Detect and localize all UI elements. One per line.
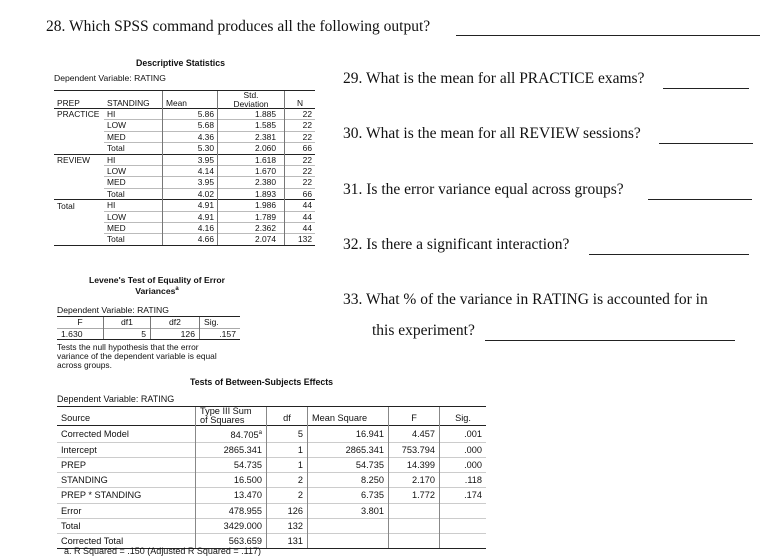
descriptive-sd-cell: 2.362: [218, 223, 285, 234]
between-ss-cell: 84.705$^a$: [196, 426, 267, 443]
descriptive-mean-cell: 4.66: [163, 234, 218, 245]
descriptive-standing-cell: HI: [104, 109, 163, 120]
descriptive-n-cell: 22: [285, 177, 316, 188]
answer-line-33[interactable]: [485, 340, 735, 341]
between-header-df: df: [267, 407, 308, 426]
between-f-cell: 2.170: [389, 473, 440, 488]
descriptive-n-cell: 132: [285, 234, 316, 245]
descriptive-prep-cell: [54, 211, 104, 222]
between-sig-cell: .001: [440, 426, 487, 443]
descriptive-mean-cell: 5.86: [163, 109, 218, 120]
between-ss-cell: 16.500: [196, 473, 267, 488]
descriptive-standing-cell: LOW: [104, 166, 163, 177]
descriptive-standing-cell: MED: [104, 177, 163, 188]
between-ms-cell: 8.250: [308, 473, 389, 488]
descriptive-prep-cell: [54, 120, 104, 131]
between-row: [57, 518, 486, 533]
between-sig-cell: [440, 518, 487, 533]
header-std-deviation: Std. Deviation: [218, 91, 285, 109]
levene-header-df1: df1: [104, 317, 151, 329]
descriptive-sd-cell: 1.789: [218, 211, 285, 222]
descriptive-n-cell: 22: [285, 154, 316, 165]
answer-line-29[interactable]: [663, 88, 749, 89]
descriptive-row: [54, 223, 315, 234]
between-row: [57, 458, 486, 473]
descriptive-title: Descriptive Statistics: [136, 58, 225, 68]
between-row: [57, 488, 486, 503]
descriptive-standing-cell: Total: [104, 234, 163, 245]
levene-header-sig: Sig.: [200, 317, 241, 329]
between-header-sig: Sig.: [440, 407, 487, 426]
between-source-cell: Corrected Total: [57, 533, 196, 548]
descriptive-n-cell: 66: [285, 188, 316, 199]
descriptive-mean-cell: 4.91: [163, 200, 218, 211]
descriptive-standing-cell: Total: [104, 143, 163, 154]
between-header-ms: Mean Square: [308, 407, 389, 426]
between-source-cell: Error: [57, 503, 196, 518]
descriptive-row: [54, 234, 315, 245]
between-table: [57, 406, 486, 549]
question-28: 28. Which SPSS command produces all the following output?: [46, 18, 431, 35]
descriptive-sd-cell: 2.060: [218, 143, 285, 154]
descriptive-n-cell: 22: [285, 166, 316, 177]
descriptive-sd-cell: 1.585: [218, 120, 285, 131]
between-f-cell: [389, 518, 440, 533]
descriptive-sd-cell: 1.618: [218, 154, 285, 165]
descriptive-mean-cell: 4.91: [163, 211, 218, 222]
descriptive-standing-cell: HI: [104, 154, 163, 165]
descriptive-n-cell: 44: [285, 200, 316, 211]
between-sig-cell: .174: [440, 488, 487, 503]
between-ms-cell: [308, 518, 389, 533]
between-source-cell: Corrected Model: [57, 426, 196, 443]
descriptive-sd-cell: 2.380: [218, 177, 285, 188]
descriptive-table: [54, 90, 315, 246]
descriptive-row: [54, 120, 315, 131]
question-30: 30. What is the mean for all REVIEW sessions?: [343, 125, 641, 142]
between-source-cell: Intercept: [57, 443, 196, 458]
between-row: [57, 473, 486, 488]
between-ss-cell: 3429.000: [196, 518, 267, 533]
descriptive-mean-cell: 3.95: [163, 154, 218, 165]
between-sig-cell: .000: [440, 458, 487, 473]
question-31: 31. Is the error variance equal across groups?: [343, 181, 624, 198]
levene-title: Levene's Test of Equality of Error Variances$^a$: [88, 275, 226, 296]
descriptive-row: [54, 200, 315, 211]
levene-note: Tests the null hypothesis that the error variance of the dependent variable is equal across groups.: [57, 342, 217, 370]
between-ss-cell: 54.735: [196, 458, 267, 473]
descriptive-row: [54, 154, 315, 165]
descriptive-mean-cell: 3.95: [163, 177, 218, 188]
between-ms-cell: 3.801: [308, 503, 389, 518]
question-33: 33. What % of the variance in RATING is accounted for in: [343, 291, 708, 308]
between-ss-cell: 2865.341: [196, 443, 267, 458]
descriptive-sd-cell: 1.885: [218, 109, 285, 120]
question-29: 29. What is the mean for all PRACTICE exams?: [343, 70, 645, 87]
descriptive-standing-cell: MED: [104, 223, 163, 234]
between-header-f: F: [389, 407, 440, 426]
descriptive-prep-cell: [54, 131, 104, 142]
descriptive-standing-cell: Total: [104, 188, 163, 199]
descriptive-sd-cell: 1.670: [218, 166, 285, 177]
descriptive-standing-cell: LOW: [104, 211, 163, 222]
header-prep: PREP: [54, 91, 104, 109]
levene-table: [57, 316, 240, 340]
between-header-source: Source: [57, 407, 196, 426]
between-f-cell: [389, 533, 440, 548]
between-ss-cell: 563.659: [196, 533, 267, 548]
between-df-cell: 2: [267, 473, 308, 488]
levene-header-f: F: [57, 317, 104, 329]
between-ms-cell: 16.941: [308, 426, 389, 443]
header-n: N: [285, 91, 316, 109]
between-ms-cell: 2865.341: [308, 443, 389, 458]
between-df-cell: 5: [267, 426, 308, 443]
descriptive-standing-cell: MED: [104, 131, 163, 142]
between-source-cell: Total: [57, 518, 196, 533]
descriptive-prep-cell: [54, 223, 104, 234]
descriptive-prep-cell: [54, 234, 104, 245]
between-ss-cell: 478.955: [196, 503, 267, 518]
descriptive-dv-label: Dependent Variable: RATING: [54, 73, 166, 83]
between-df-cell: 1: [267, 443, 308, 458]
between-ms-cell: 54.735: [308, 458, 389, 473]
between-f-cell: 4.457: [389, 426, 440, 443]
between-title: Tests of Between-Subjects Effects: [190, 377, 334, 387]
descriptive-n-cell: 66: [285, 143, 316, 154]
between-f-cell: [389, 503, 440, 518]
between-f-cell: 1.772: [389, 488, 440, 503]
descriptive-mean-cell: 4.36: [163, 131, 218, 142]
descriptive-row: [54, 177, 315, 188]
descriptive-row: [54, 166, 315, 177]
between-sig-cell: [440, 533, 487, 548]
between-source-cell: PREP * STANDING: [57, 488, 196, 503]
levene-dv-label: Dependent Variable: RATING: [57, 305, 169, 315]
descriptive-n-cell: 22: [285, 120, 316, 131]
descriptive-prep-cell: [54, 177, 104, 188]
descriptive-n-cell: 44: [285, 211, 316, 222]
between-sig-cell: [440, 503, 487, 518]
descriptive-sd-cell: 1.893: [218, 188, 285, 199]
descriptive-mean-cell: 4.02: [163, 188, 218, 199]
answer-line-31[interactable]: [648, 199, 752, 200]
descriptive-prep-cell: Total: [54, 200, 104, 211]
descriptive-row: [54, 131, 315, 142]
between-f-cell: 14.399: [389, 458, 440, 473]
answer-line-32[interactable]: [589, 254, 749, 255]
descriptive-prep-cell: PRACTICE: [54, 109, 104, 120]
between-sig-cell: .000: [440, 443, 487, 458]
between-f-cell: 753.794: [389, 443, 440, 458]
question-33-continued: this experiment?: [372, 322, 475, 339]
levene-sig-value: .157: [200, 328, 241, 340]
between-row: [57, 426, 486, 443]
descriptive-mean-cell: 4.14: [163, 166, 218, 177]
levene-f-value: 1.630: [57, 328, 104, 340]
header-mean: Mean: [163, 91, 218, 109]
levene-df1-value: 5: [104, 328, 151, 340]
descriptive-sd-cell: 2.074: [218, 234, 285, 245]
descriptive-n-cell: 22: [285, 131, 316, 142]
between-row: [57, 443, 486, 458]
descriptive-n-cell: 44: [285, 223, 316, 234]
descriptive-row: [54, 109, 315, 120]
descriptive-prep-cell: REVIEW: [54, 154, 104, 165]
descriptive-mean-cell: 4.16: [163, 223, 218, 234]
between-ms-cell: 6.735: [308, 488, 389, 503]
descriptive-row: [54, 143, 315, 154]
descriptive-mean-cell: 5.68: [163, 120, 218, 131]
footnote-marker: a: [258, 430, 262, 436]
descriptive-row: [54, 188, 315, 199]
between-df-cell: 132: [267, 518, 308, 533]
header-standing: STANDING: [104, 91, 163, 109]
descriptive-row: [54, 211, 315, 222]
between-df-cell: 1: [267, 458, 308, 473]
between-ms-cell: [308, 533, 389, 548]
between-df-cell: 131: [267, 533, 308, 548]
between-dv-label: Dependent Variable: RATING: [57, 394, 175, 404]
descriptive-standing-cell: LOW: [104, 120, 163, 131]
levene-header-df2: df2: [151, 317, 200, 329]
descriptive-sd-cell: 2.381: [218, 131, 285, 142]
question-32: 32. Is there a significant interaction?: [343, 236, 570, 253]
answer-line-30[interactable]: [659, 143, 753, 144]
levene-df2-value: 126: [151, 328, 200, 340]
between-row: [57, 503, 486, 518]
between-sig-cell: .118: [440, 473, 487, 488]
between-ss-cell: 13.470: [196, 488, 267, 503]
descriptive-prep-cell: [54, 143, 104, 154]
descriptive-mean-cell: 5.30: [163, 143, 218, 154]
between-source-cell: PREP: [57, 458, 196, 473]
descriptive-prep-cell: [54, 188, 104, 199]
between-df-cell: 126: [267, 503, 308, 518]
between-source-cell: STANDING: [57, 473, 196, 488]
answer-line-28[interactable]: [456, 35, 760, 36]
descriptive-standing-cell: HI: [104, 200, 163, 211]
between-footnote: a. R Squared = .150 (Adjusted R Squared = .117): [64, 546, 261, 556]
between-header-ss: Type III Sum of Squares: [196, 407, 267, 426]
descriptive-n-cell: 22: [285, 109, 316, 120]
descriptive-prep-cell: [54, 166, 104, 177]
between-df-cell: 2: [267, 488, 308, 503]
descriptive-sd-cell: 1.986: [218, 200, 285, 211]
